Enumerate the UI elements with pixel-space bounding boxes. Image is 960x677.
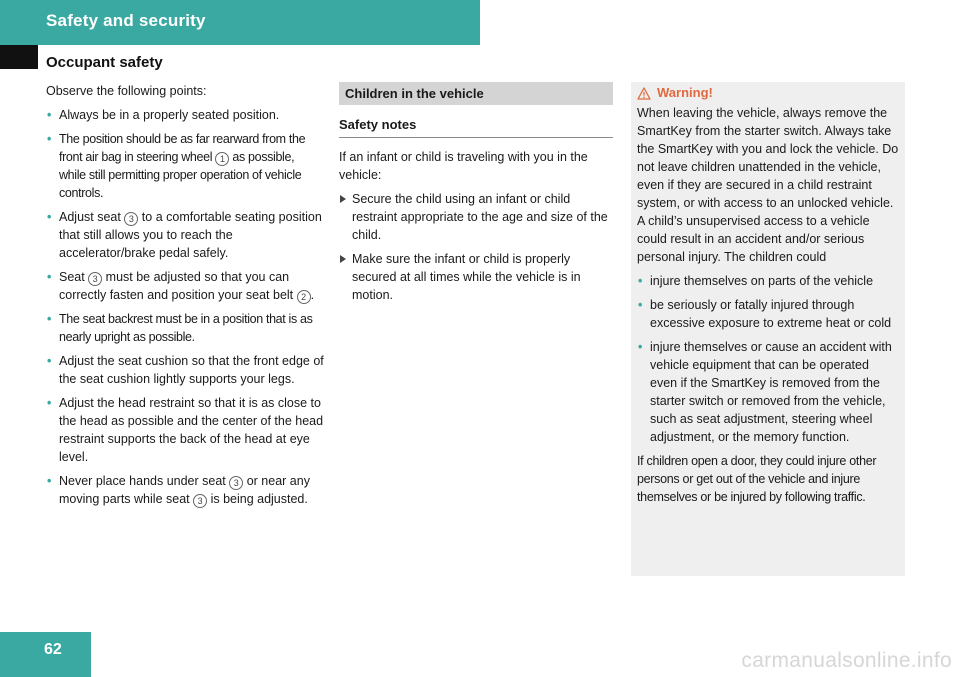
callout-number: 2 <box>297 290 311 304</box>
list-item: • Never place hands under seat 3 or near any moving parts while seat 3 is being adjusted. <box>46 472 324 508</box>
list-item: • Seat 3 must be adjusted so that you can correctly fasten and position your seat belt 2 . <box>46 268 324 304</box>
warning-triangle-icon <box>637 87 651 100</box>
callout-number: 3 <box>124 212 138 226</box>
section-title: Safety and security <box>46 11 206 30</box>
children-heading: Children in the vehicle <box>339 82 613 105</box>
list-item: • The seat backrest must be in a position that is as nearly upright as possible. <box>46 310 324 346</box>
instruction-step: Secure the child using an infant or child restraint appropriate to the age and size of the child. <box>339 190 613 244</box>
callout-number: 3 <box>193 494 207 508</box>
list-item: • Adjust the head restraint so that it is as close to the head as possible and the center of the head restraint supports the back of the head at eye level. <box>46 394 324 466</box>
warning-text: If children open a door, they could injure other persons or get out of the vehicle and injure themselves or be injured by following traffic. <box>637 454 877 504</box>
column-occupant-safety <box>46 82 324 514</box>
warning-title: Warning! <box>657 85 713 100</box>
watermark: carmanualsonline.info <box>741 649 952 672</box>
list-item: • Adjust the seat cushion so that the front edge of the seat cushion lightly supports your legs. <box>46 352 324 388</box>
instruction-step: Make sure the infant or child is properly secured at all times while the vehicle is in motion. <box>339 250 613 304</box>
safety-notes-heading: Safety notes <box>339 116 613 138</box>
intro-text: If an infant or child is traveling with you in the vehicle: <box>339 150 588 182</box>
warning-text: When leaving the vehicle, always remove the SmartKey from the starter switch. Always take the SmartKey with you and lock the vehicle. Do not leave children unattended in the vehicle, even if they are secured in a child restraint system, or with access to an unlocked vehicle. A child’s unsupervised access to a vehicle could result in an accident and/or serious personal injury. The children could <box>637 106 899 264</box>
callout-number: 3 <box>229 476 243 490</box>
list-item: • be seriously or fatally injured through excessive exposure to extreme heat or cold <box>637 296 899 332</box>
callout-number: 3 <box>88 272 102 286</box>
warning-header <box>637 84 899 102</box>
callout-number: 1 <box>215 152 229 166</box>
list-item: • Adjust seat 3 to a comfortable seating position that still allows you to reach the accelerator/brake pedal safely. <box>46 208 324 262</box>
page-number: 62 <box>44 641 62 658</box>
list-item: • The position should be as far rearward from the front air bag in steering wheel 1 as possible, while still permitting proper operation of vehicle controls. <box>46 130 324 202</box>
column-children <box>339 82 613 310</box>
warning-panel <box>631 82 905 576</box>
list-item: • injure themselves or cause an accident with vehicle equipment that can be operated even if the SmartKey is removed from the starter switch or removed from the vehicle, such as seat adjustment, steering wheel adjustment, or the memory function. <box>637 338 899 446</box>
list-item: • injure themselves on parts of the vehicle <box>637 272 899 290</box>
subsection-title: Occupant safety <box>46 54 163 71</box>
intro-text: Observe the following points: <box>46 84 207 98</box>
list-item: • Always be in a properly seated position. <box>46 106 324 124</box>
section-marker <box>0 45 38 69</box>
